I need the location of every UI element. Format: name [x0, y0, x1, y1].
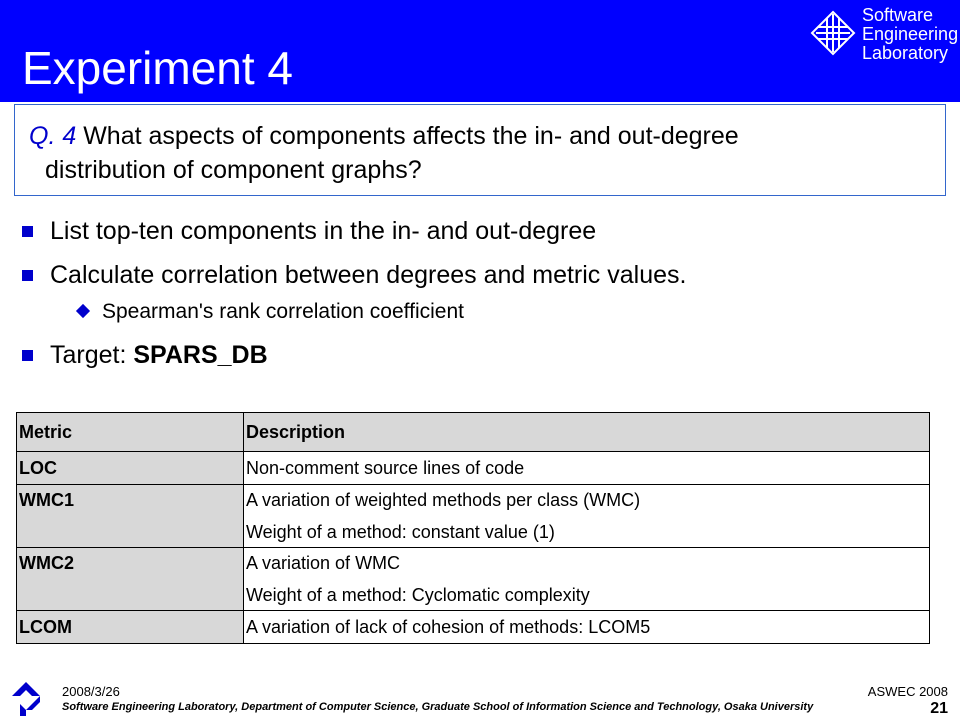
description-cell — [244, 548, 930, 611]
question-line-1 — [29, 119, 934, 153]
description-line: Non-comment source lines of code — [246, 458, 525, 478]
table-header-row — [17, 413, 930, 452]
bullet-text: Calculate correlation between degrees and metric values. — [50, 261, 687, 289]
table-header-metric: Metric — [17, 413, 244, 452]
bullet-text-target — [50, 338, 268, 372]
slide-title: Experiment 4 — [22, 42, 294, 94]
lab-logo-text — [862, 6, 958, 63]
table-row — [17, 611, 930, 644]
square-bullet-icon — [22, 226, 33, 237]
description-cell — [244, 485, 930, 548]
logo-line: Software — [862, 5, 934, 25]
slide-header — [0, 0, 960, 102]
question-text-1: What aspects of components affects the in- and out-degree — [83, 122, 739, 150]
diamond-bullet-icon — [76, 304, 90, 318]
question-number: Q. 4 — [29, 122, 77, 150]
table-row — [17, 452, 930, 485]
metric-cell: WMC2 — [17, 548, 244, 611]
description-line: A variation of WMC — [246, 553, 401, 573]
logo-line: Engineering — [862, 24, 959, 44]
bullet-text: List top-ten components in the in- and out-degree — [50, 217, 597, 245]
footer-date: 2008/3/26 — [62, 684, 120, 699]
table-header-description: Description — [244, 413, 930, 452]
metric-cell: WMC1 — [17, 485, 244, 548]
description-line: Weight of a method: constant value (1) — [246, 522, 555, 542]
square-bullet-icon — [22, 270, 33, 281]
logo-line: Laboratory — [862, 43, 949, 63]
description-line: A variation of weighted methods per class (WMC) — [246, 490, 641, 510]
question-box — [14, 104, 946, 196]
square-bullet-icon — [22, 350, 33, 361]
target-label: Target: — [50, 341, 134, 369]
footer-conference: ASWEC 2008 — [867, 684, 948, 699]
description-line: A variation of lack of cohesion of methods: LCOM5 — [246, 617, 651, 637]
university-logo-icon — [6, 676, 46, 716]
question-line-2: distribution of component graphs? — [45, 156, 422, 184]
description-line: Weight of a method: Cyclomatic complexity — [246, 585, 590, 605]
metric-cell: LCOM — [17, 611, 244, 644]
target-value: SPARS_DB — [133, 341, 268, 369]
metrics-table — [16, 412, 930, 644]
description-cell — [244, 611, 930, 644]
footer-credit: Software Engineering Laboratory, Department of Computer Science, Graduate School of Information Science and Technology, Osaka University — [62, 701, 814, 713]
table-row — [17, 485, 930, 548]
description-cell — [244, 452, 930, 485]
page-number: 21 — [930, 700, 948, 717]
metric-cell: LOC — [17, 452, 244, 485]
lab-logo-mark-icon — [810, 10, 856, 66]
table-row — [17, 548, 930, 611]
sub-bullet-text: Spearman's rank correlation coefficient — [102, 300, 464, 323]
lab-logo — [808, 5, 959, 70]
